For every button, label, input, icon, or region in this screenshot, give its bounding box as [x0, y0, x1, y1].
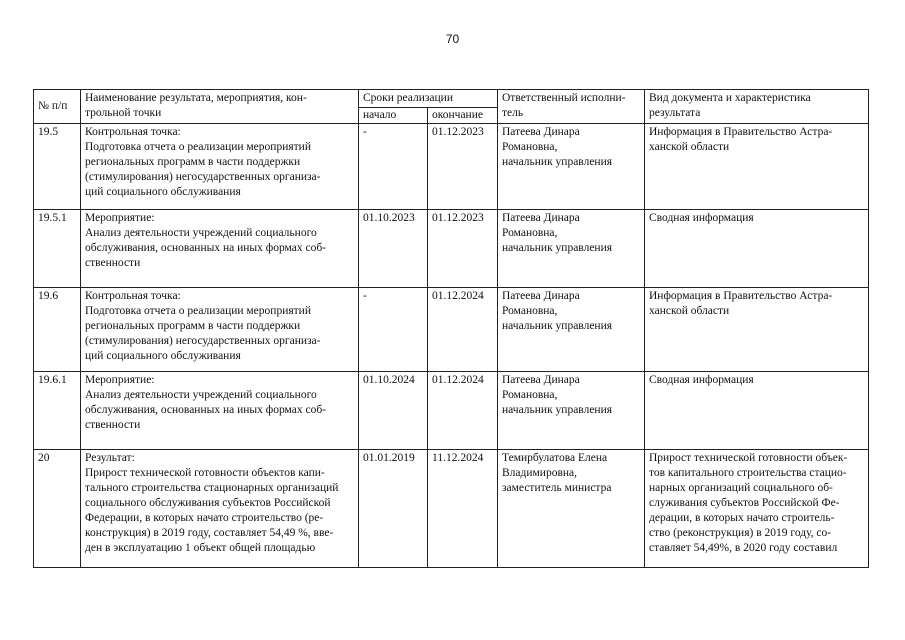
table-row: [34, 124, 869, 210]
table-row: [34, 288, 869, 372]
row-responsible: Патеева Динара Романовна, начальник управления: [498, 372, 645, 450]
row-doc-type: Информация в Правительство Астра- ханской области: [645, 288, 869, 372]
row-doc-type: Информация в Правительство Астра- ханской области: [645, 124, 869, 210]
row-name: Контрольная точка: Подготовка отчета о реализации мероприятий региональных программ в части поддержки (стимулирования) негосударственных организа- ций социального обслуживания: [81, 288, 359, 372]
header-name: Наименование результата, мероприятия, кон- трольной точки: [81, 90, 359, 124]
row-num: 19.5: [34, 124, 81, 210]
table-row: [34, 450, 869, 568]
row-end: 01.12.2023: [428, 124, 498, 210]
row-responsible: Патеева Динара Романовна, начальник управления: [498, 288, 645, 372]
table-header-row: [34, 90, 869, 108]
row-responsible: Патеева Динара Романовна, начальник управления: [498, 124, 645, 210]
table-row: [34, 210, 869, 288]
row-end: 01.12.2024: [428, 288, 498, 372]
header-num: № п/п: [34, 90, 81, 124]
row-num: 19.6.1: [34, 372, 81, 450]
row-name: Мероприятие: Анализ деятельности учреждений социального обслуживания, основанных на иных формах соб- ственности: [81, 372, 359, 450]
row-start: 01.01.2019: [359, 450, 428, 568]
page-number: 70: [445, 32, 460, 46]
row-start: 01.10.2023: [359, 210, 428, 288]
row-doc-type: Сводная информация: [645, 372, 869, 450]
row-start: -: [359, 288, 428, 372]
table-row: [34, 372, 869, 450]
row-num: 19.5.1: [34, 210, 81, 288]
row-name: Результат: Прирост технической готовности объектов капи- тального строительства стационарных организаций социального обслуживания субъектов Российской Федерации, в которых начато строительство (ре- конструкция) в 2019 году, составляет 54,49 %, вве- ден в эксплуатацию 1 объект общей площадью: [81, 450, 359, 568]
header-start: начало: [359, 108, 428, 124]
plan-table: [33, 89, 869, 568]
row-num: 19.6: [34, 288, 81, 372]
row-name: Контрольная точка: Подготовка отчета о реализации мероприятий региональных программ в части поддержки (стимулирования) негосударственных организа- ций социального обслуживания: [81, 124, 359, 210]
row-doc-type: Сводная информация: [645, 210, 869, 288]
row-start: -: [359, 124, 428, 210]
row-responsible: Темирбулатова Елена Владимировна, заместитель министра: [498, 450, 645, 568]
row-end: 11.12.2024: [428, 450, 498, 568]
row-doc-type: Прирост технической готовности объек- тов капитального строительства стацио- нарных организаций социального об- служивания субъектов Российской Фе- дерации, в которых начато строитель- ство (реконструкция) в 2019 году, со- ставляет 54,49%, в 2020 году составил: [645, 450, 869, 568]
header-terms: Сроки реализации: [359, 90, 498, 108]
row-responsible: Патеева Динара Романовна, начальник управления: [498, 210, 645, 288]
row-name: Мероприятие: Анализ деятельности учреждений социального обслуживания, основанных на иных формах соб- ственности: [81, 210, 359, 288]
row-start: 01.10.2024: [359, 372, 428, 450]
row-end: 01.12.2023: [428, 210, 498, 288]
row-num: 20: [34, 450, 81, 568]
row-end: 01.12.2024: [428, 372, 498, 450]
header-doc-type: Вид документа и характеристика результата: [645, 90, 869, 124]
header-responsible: Ответственный исполни- тель: [498, 90, 645, 124]
header-end: окончание: [428, 108, 498, 124]
